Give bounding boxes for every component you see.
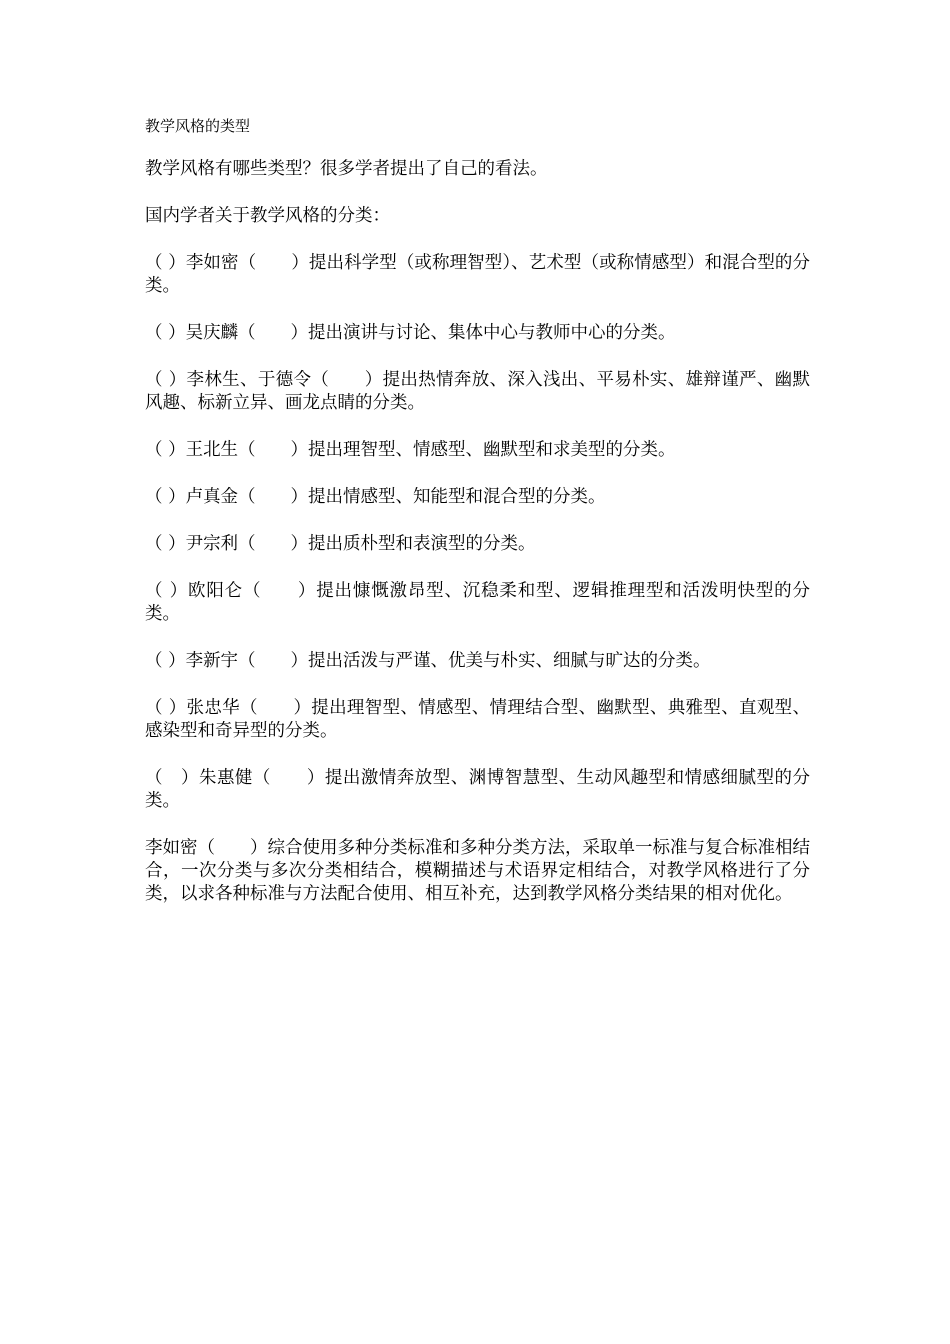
entry-paragraph: （ ）李如密（ ）提出科学型（或称理智型）、艺术型（或称情感型）和混合型的分类。 [145, 253, 810, 296]
entry-paragraph: （ ）吴庆麟（ ）提出演讲与讨论、集体中心与教师中心的分类。 [145, 323, 676, 343]
conclusion-paragraph: 李如密（ ）综合使用多种分类标准和多种分类方法，采取单一标准与复合标准相结合，一次分类与多次分类相结合，模糊描述与术语界定相结合，对教学风格进行了分类，以求各种标准与方法配合使用、相互补充，达到教学风格分类结果的相对优化。 [145, 838, 810, 904]
entry-paragraph: （ ）李林生、于德令（ ）提出热情奔放、深入浅出、平易朴实、雄辩谨严、幽默风趣、标新立异、画龙点睛的分类。 [145, 370, 810, 413]
section-heading: 国内学者关于教学风格的分类： [145, 206, 390, 226]
entry-paragraph: （ ）王北生（ ）提出理智型、情感型、幽默型和求美型的分类。 [145, 440, 676, 460]
entry-paragraph: （ ）朱惠健（ ）提出激情奔放型、渊博智慧型、生动风趣型和情感细腻型的分类。 [145, 768, 810, 811]
entry-paragraph: （ ）张忠华（ ）提出理智型、情感型、情理结合型、幽默型、典雅型、直观型、感染型和奇异型的分类。 [145, 698, 810, 741]
entry-paragraph: （ ）尹宗利（ ）提出质朴型和表演型的分类。 [145, 534, 536, 554]
document-title: 教学风格的类型 [145, 117, 251, 135]
entry-paragraph: （ ）李新宇（ ）提出活泼与严谨、优美与朴实、细腻与旷达的分类。 [145, 651, 711, 671]
entry-paragraph: （ ）卢真金（ ）提出情感型、知能型和混合型的分类。 [145, 487, 606, 507]
entry-paragraph: （ ）欧阳仑（ ）提出慷慨激昂型、沉稳柔和型、逻辑推理型和活泼明快型的分类。 [145, 581, 810, 624]
document-page [145, 116, 810, 930]
intro-paragraph: 教学风格有哪些类型？很多学者提出了自己的看法。 [145, 159, 548, 179]
